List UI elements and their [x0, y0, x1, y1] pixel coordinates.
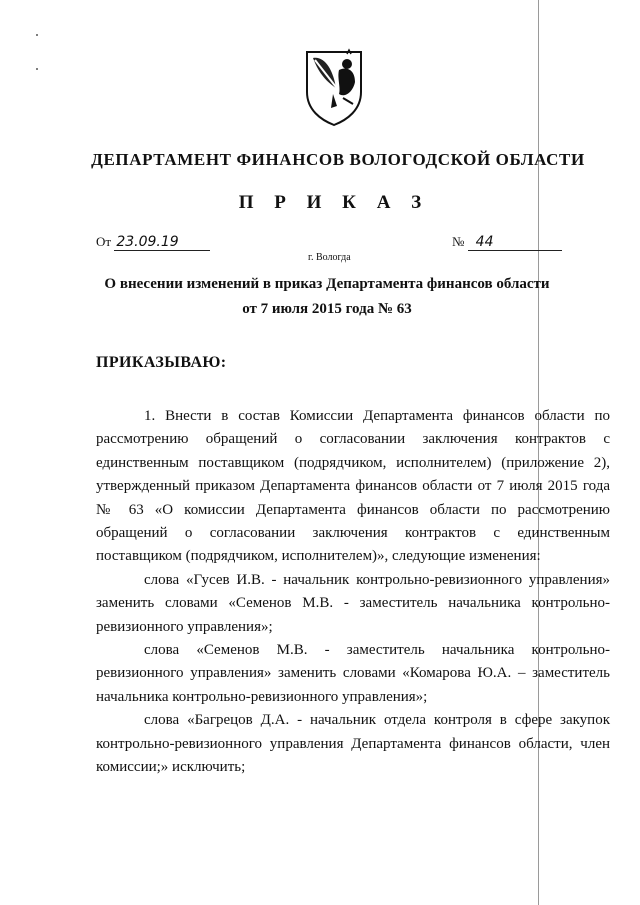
order-body: [96, 405, 610, 780]
paragraph: слова «Багрецов Д.А. - начальник отдела контроля в сфере закупок контрольно-ревизионного управления Департамента финансов области, член комиссии;» исключить;: [96, 712, 610, 776]
paragraph: 1. Внести в состав Комиссии Департамента финансов области по рассмотрению обращений о согласовании заключения контрактов с единственным поставщиком (подрядчиком, исполнителем) (приложение 2), утвержденный приказом Департамента финансов области от 7 июля 2015 года № 63 «О комиссии Департамента финансов области по рассмотрению обращений о согласовании заключения контрактов с единственным поставщиком (подрядчиком, исполнителем)», следующие изменения:: [96, 408, 610, 565]
order-subject: [96, 272, 558, 322]
department-title: ДЕПАРТАМЕНТ ФИНАНСОВ ВОЛОГОДСКОЙ ОБЛАСТИ: [91, 150, 585, 169]
paragraph: слова «Семенов М.В. - заместитель начальника контрольно-ревизионного управления» заменить словами «Комарова Ю.А. – заместитель начальника контрольно-ревизионного управления»;: [96, 642, 610, 705]
document-type: П Р И К А З: [238, 192, 430, 213]
date-prefix: От: [96, 234, 112, 249]
date-field: [96, 234, 210, 251]
handwritten-date: 23.09.19: [114, 234, 210, 251]
scan-speck: [36, 68, 38, 70]
number-field: [452, 234, 562, 251]
paragraph: слова «Гусев И.В. - начальник контрольно-ревизионного управления» заменить словами «Семенов М.В. - заместитель начальника контрольно-ревизионного управления»;: [96, 571, 610, 635]
subject-line-1: О внесении изменений в приказ Департамента финансов области: [104, 276, 550, 292]
handwritten-number: 44: [468, 234, 562, 251]
scan-speck: [36, 34, 38, 36]
coat-of-arms-emblem: [303, 48, 365, 128]
number-prefix: №: [452, 234, 465, 249]
subject-line-2: от 7 июля 2015 года № 63: [242, 301, 412, 317]
command-heading: ПРИКАЗЫВАЮ:: [96, 354, 227, 371]
city-label: г. Вологда: [308, 252, 351, 263]
